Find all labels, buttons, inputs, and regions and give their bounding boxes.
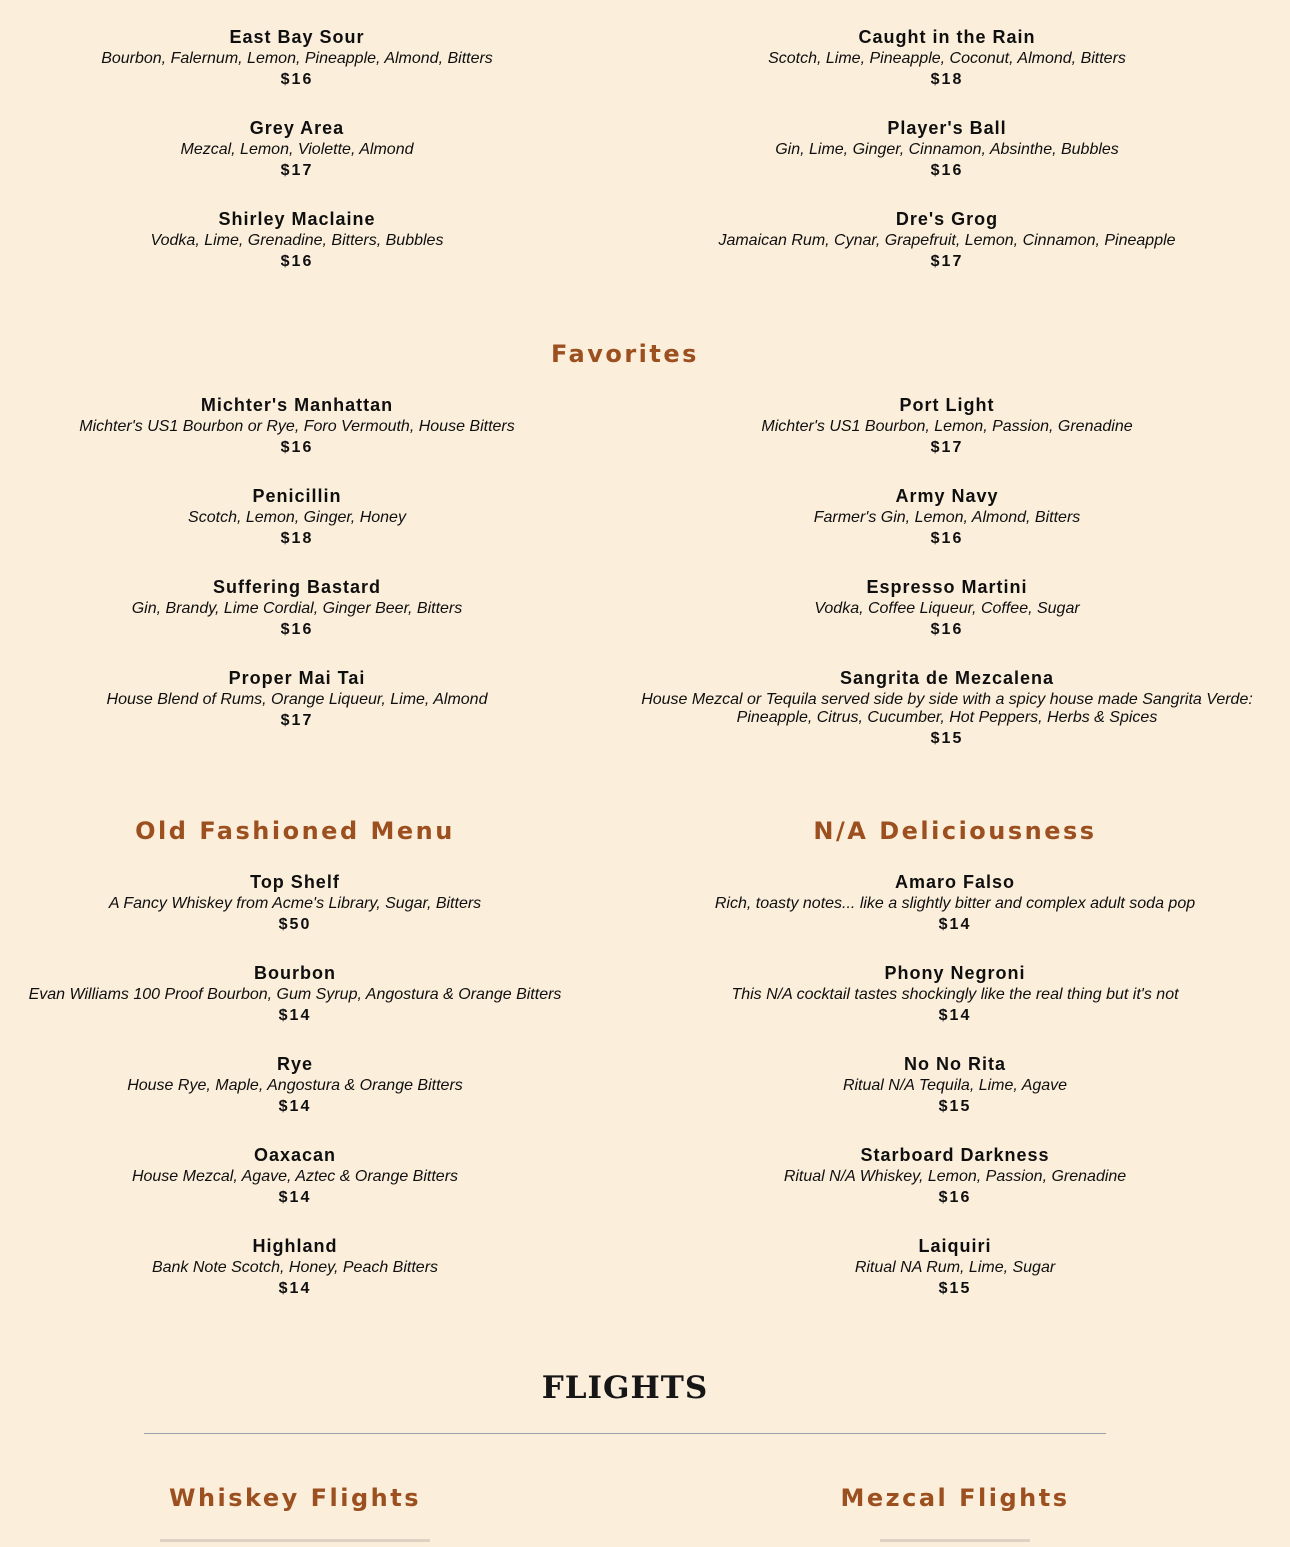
- item-name: Phony Negroni: [884, 963, 1026, 983]
- item-name: Grey Area: [249, 118, 345, 138]
- item-name: Penicillin: [252, 486, 342, 506]
- item-price: $16: [930, 530, 964, 547]
- cut-off-content: [880, 1533, 1030, 1547]
- menu-item-caught-in-the-rain: [634, 26, 1260, 91]
- item-price: $15: [930, 730, 964, 747]
- item-name: No No Rita: [904, 1054, 1006, 1074]
- item-name: Sangrita de Mezcalena: [839, 668, 1055, 688]
- item-description: Vodka, Lime, Grenadine, Bitters, Bubbles: [150, 232, 444, 249]
- menu-item-amaro-falso: [640, 871, 1270, 936]
- item-price: $18: [930, 71, 964, 88]
- item-price: $16: [280, 71, 314, 88]
- item-name: Port Light: [899, 395, 995, 415]
- item-description: Ritual NA Rum, Lime, Sugar: [854, 1259, 1056, 1276]
- item-name: Caught in the Rain: [858, 27, 1036, 47]
- item-description: Jamaican Rum, Cynar, Grapefruit, Lemon, Cinnamon, Pineapple: [718, 232, 1176, 249]
- menu-item-oaxacan: [0, 1144, 590, 1209]
- item-description: Rich, toasty notes... like a slightly bitter and complex adult soda pop: [714, 895, 1196, 912]
- item-description: House Mezcal or Tequila served side by side with a spicy house made Sangrita Verde: Pineapple, Citrus, Cucumber, Hot Peppers, Herbs & Spices: [641, 691, 1253, 726]
- item-name: Player's Ball: [887, 118, 1007, 138]
- item-name: Army Navy: [895, 486, 999, 506]
- item-name: Amaro Falso: [894, 872, 1016, 892]
- item-description: Gin, Brandy, Lime Cordial, Ginger Beer, Bitters: [131, 600, 463, 617]
- menu-item-players-ball: [634, 117, 1260, 182]
- item-name: Rye: [276, 1054, 314, 1074]
- menu-item-michters-manhattan: [0, 394, 594, 459]
- item-description: Michter's US1 Bourbon or Rye, Foro Vermouth, House Bitters: [79, 418, 515, 435]
- item-price: $14: [278, 1098, 312, 1115]
- item-price: $50: [278, 916, 312, 933]
- menu-item-army-navy: [634, 485, 1260, 550]
- menu-item-penicillin: [0, 485, 594, 550]
- menu-item-phony-negroni: [640, 962, 1270, 1027]
- item-price: $17: [930, 439, 964, 456]
- item-description: Bank Note Scotch, Honey, Peach Bitters: [151, 1259, 439, 1276]
- menu-item-suffering-bastard: [0, 576, 594, 641]
- item-description: House Blend of Rums, Orange Liqueur, Lime, Almond: [106, 691, 488, 708]
- item-description: Evan Williams 100 Proof Bourbon, Gum Syrup, Angostura & Orange Bitters: [28, 986, 562, 1003]
- item-description: House Rye, Maple, Angostura & Orange Bitters: [127, 1077, 463, 1094]
- item-price: $14: [278, 1007, 312, 1024]
- item-name: Highland: [252, 1236, 338, 1256]
- menu-item-no-no-rita: [640, 1053, 1270, 1118]
- menu-item-sangrita-de-mezcalena: [634, 667, 1260, 750]
- item-price: $16: [938, 1189, 972, 1206]
- item-name: Bourbon: [254, 963, 336, 983]
- item-name: Starboard Darkness: [860, 1145, 1050, 1165]
- menu-item-top-shelf: [0, 871, 590, 936]
- flights-heading: FLIGHTS: [541, 1370, 709, 1406]
- item-price: $17: [280, 712, 314, 729]
- menu-item-highland: [0, 1235, 590, 1300]
- item-price: $17: [280, 162, 314, 179]
- item-name: East Bay Sour: [229, 27, 365, 47]
- menu-item-bourbon: [0, 962, 590, 1027]
- item-description: Michter's US1 Bourbon, Lemon, Passion, Grenadine: [761, 418, 1133, 435]
- item-price: $18: [280, 530, 314, 547]
- menu-item-espresso-martini: [634, 576, 1260, 641]
- item-description: Farmer's Gin, Lemon, Almond, Bitters: [813, 509, 1081, 526]
- item-price: $14: [938, 916, 972, 933]
- menu-item-shirley-maclaine: [0, 208, 594, 273]
- item-price: $15: [938, 1280, 972, 1297]
- item-description: Vodka, Coffee Liqueur, Coffee, Sugar: [814, 600, 1080, 617]
- section-title-favorites: Favorites: [551, 340, 699, 368]
- item-price: $14: [938, 1007, 972, 1024]
- menu-item-grey-area: [0, 117, 594, 182]
- section-title-mezcal-flights: Mezcal Flights: [840, 1484, 1070, 1512]
- item-price: $15: [938, 1098, 972, 1115]
- item-description: Mezcal, Lemon, Violette, Almond: [180, 141, 414, 158]
- section-title-na-deliciousness: N/A Deliciousness: [813, 817, 1097, 845]
- menu-item-laiquiri: [640, 1235, 1270, 1300]
- item-name: Proper Mai Tai: [228, 668, 366, 688]
- item-name: Dre's Grog: [895, 209, 999, 229]
- menu-item-port-light: [634, 394, 1260, 459]
- item-description: Scotch, Lemon, Ginger, Honey: [188, 509, 406, 526]
- menu-item-starboard-darkness: [640, 1144, 1270, 1209]
- item-name: Laiquiri: [918, 1236, 992, 1256]
- item-description: Ritual N/A Whiskey, Lemon, Passion, Grenadine: [783, 1168, 1127, 1185]
- item-price: $17: [930, 253, 964, 270]
- item-description: A Fancy Whiskey from Acme's Library, Sugar, Bitters: [108, 895, 482, 912]
- menu-item-rye: [0, 1053, 590, 1118]
- item-name: Oaxacan: [253, 1145, 337, 1165]
- item-description: Ritual N/A Tequila, Lime, Agave: [842, 1077, 1068, 1094]
- cut-off-content: [160, 1533, 430, 1547]
- item-name: Suffering Bastard: [212, 577, 382, 597]
- item-description: House Mezcal, Agave, Aztec & Orange Bitters: [131, 1168, 459, 1185]
- item-name: Shirley Maclaine: [218, 209, 376, 229]
- section-title-old-fashioned: Old Fashioned Menu: [135, 817, 455, 845]
- item-price: $16: [930, 162, 964, 179]
- item-description: Gin, Lime, Ginger, Cinnamon, Absinthe, Bubbles: [775, 141, 1119, 158]
- menu-item-east-bay-sour: [0, 26, 594, 91]
- item-price: $16: [280, 439, 314, 456]
- item-description: Bourbon, Falernum, Lemon, Pineapple, Almond, Bitters: [101, 50, 493, 67]
- section-title-whiskey-flights: Whiskey Flights: [168, 1484, 422, 1512]
- section-divider: [144, 1433, 1106, 1434]
- item-name: Top Shelf: [250, 872, 340, 892]
- item-price: $14: [278, 1280, 312, 1297]
- item-price: $14: [278, 1189, 312, 1206]
- item-price: $16: [930, 621, 964, 638]
- item-price: $16: [280, 253, 314, 270]
- menu-item-dres-grog: [634, 208, 1260, 273]
- item-price: $16: [280, 621, 314, 638]
- menu-item-proper-mai-tai: [0, 667, 594, 732]
- item-description: Scotch, Lime, Pineapple, Coconut, Almond, Bitters: [768, 50, 1126, 67]
- item-name: Michter's Manhattan: [200, 395, 394, 415]
- item-description: This N/A cocktail tastes shockingly like the real thing but it's not: [731, 986, 1179, 1003]
- item-name: Espresso Martini: [866, 577, 1028, 597]
